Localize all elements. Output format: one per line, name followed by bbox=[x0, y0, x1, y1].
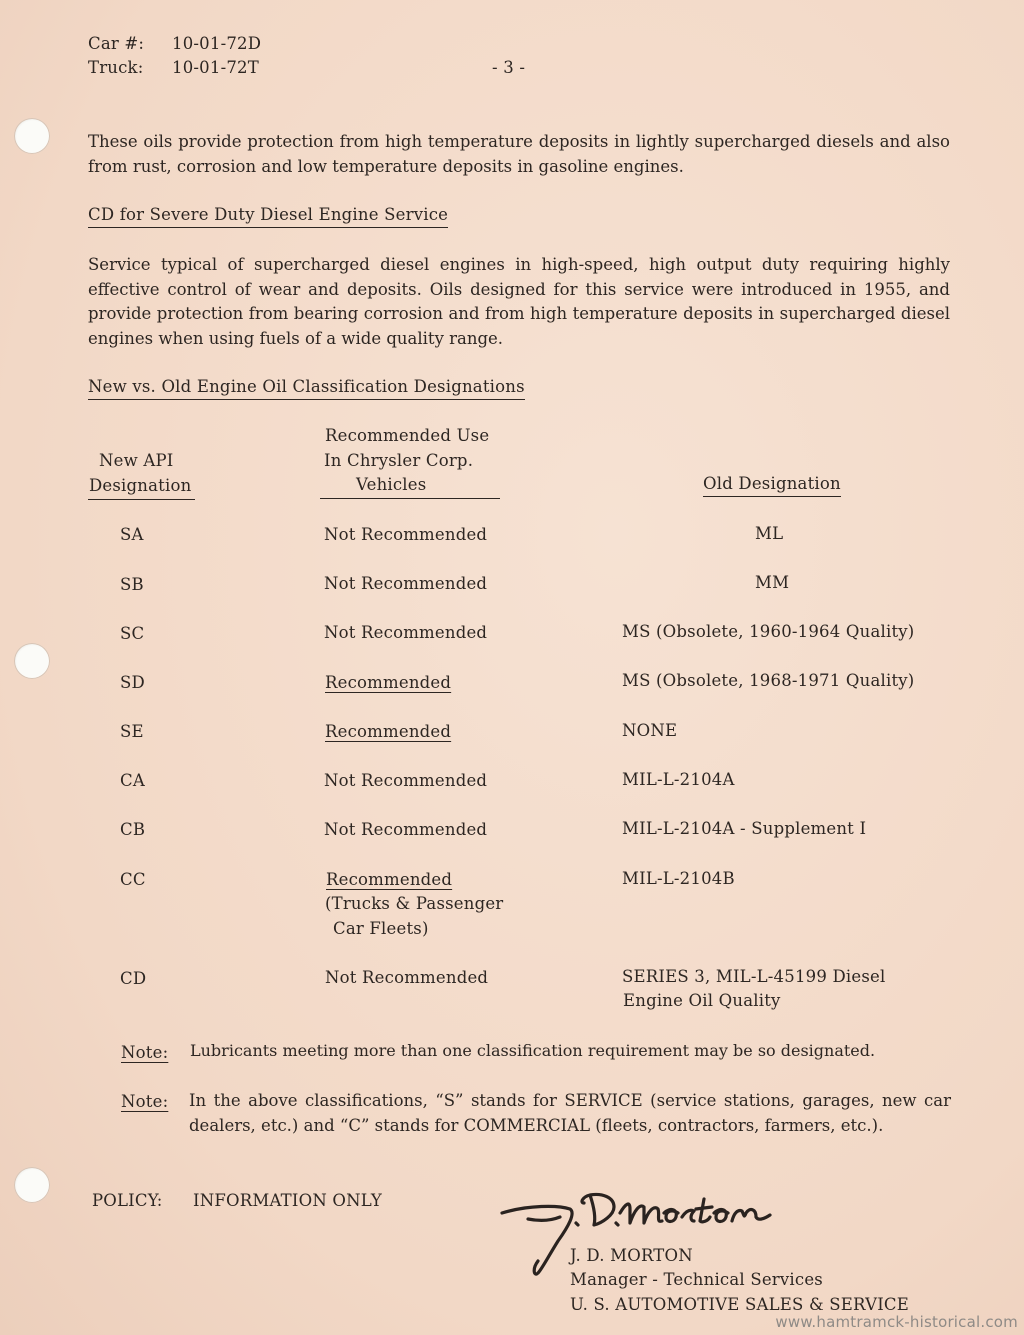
row-sd-use: Recommended bbox=[325, 673, 452, 692]
row-sb-api: SB bbox=[120, 575, 144, 594]
row-cd-use: Not Recommended bbox=[325, 968, 489, 987]
note-2-text: In the above classifications, “S” stands for SERVICE (service stations, garages, new car dealers, etc.) and “C” stands for COMMERCIAL (fleets, contractors, farmers, etc.). bbox=[189, 1091, 951, 1135]
truck-label: Truck: bbox=[88, 58, 144, 77]
note-1-label: Note: bbox=[121, 1043, 169, 1062]
punch-hole-middle bbox=[14, 643, 50, 679]
col1-header-line1: New API bbox=[99, 451, 174, 470]
row-cc-use-note-line2: Car Fleets) bbox=[333, 919, 429, 938]
col2-header-rule bbox=[320, 498, 500, 499]
car-number: 10-01-72D bbox=[172, 34, 262, 53]
row-sb-old: MM bbox=[755, 573, 790, 592]
car-label: Car #: bbox=[88, 34, 145, 53]
row-cd-old: SERIES 3, MIL-L-45199 Diesel bbox=[622, 967, 886, 986]
signer-name: J. D. MORTON bbox=[570, 1246, 693, 1265]
row-se-api: SE bbox=[120, 722, 144, 741]
row-cc-api: CC bbox=[120, 870, 146, 889]
cd-section-body: Service typical of supercharged diesel engines in high-speed, high output duty requiring highly effective control of wear and deposits. Oils designed for this service were introduced in 1955, and provide protection from bearing corrosion and from high temperature deposits in supercharged diesel engines when using fuels of a wide quality range. bbox=[88, 255, 950, 348]
col1-header-line2: Designation bbox=[89, 476, 192, 495]
row-cb-old: MIL-L-2104A - Supplement I bbox=[622, 819, 867, 838]
row-cc-old: MIL-L-2104B bbox=[622, 869, 735, 888]
row-cd-old-line2: Engine Oil Quality bbox=[623, 991, 781, 1010]
row-cc-use: Recommended bbox=[326, 870, 453, 889]
policy-value: INFORMATION ONLY bbox=[193, 1191, 382, 1210]
col2-header-line2: In Chrysler Corp. bbox=[324, 451, 474, 470]
row-sc-old: MS (Obsolete, 1960-1964 Quality) bbox=[622, 622, 915, 641]
row-cd-api: CD bbox=[120, 969, 147, 988]
row-sd-old: MS (Obsolete, 1968-1971 Quality) bbox=[622, 671, 915, 690]
truck-number: 10-01-72T bbox=[172, 58, 259, 77]
table-section-heading: New vs. Old Engine Oil Classification Designations bbox=[88, 377, 525, 400]
page-number: - 3 - bbox=[492, 58, 526, 77]
col2-header-line3: Vehicles bbox=[356, 475, 427, 494]
row-se-old: NONE bbox=[622, 721, 678, 740]
row-sa-old: ML bbox=[755, 524, 784, 543]
row-cc-use-note-line1: (Trucks & Passenger bbox=[325, 894, 504, 913]
handwritten-signature bbox=[498, 1183, 788, 1283]
row-ca-api: CA bbox=[120, 771, 145, 790]
site-watermark: www.hamtramck-historical.com bbox=[775, 1313, 1018, 1331]
punch-hole-bottom bbox=[14, 1167, 50, 1203]
col2-header-line1: Recommended Use bbox=[325, 426, 490, 445]
row-ca-old: MIL-L-2104A bbox=[622, 770, 735, 789]
row-sb-use: Not Recommended bbox=[324, 574, 488, 593]
note-2-label: Note: bbox=[121, 1092, 169, 1111]
col1-header-rule bbox=[88, 499, 195, 500]
signer-org: U. S. AUTOMOTIVE SALES & SERVICE bbox=[570, 1295, 909, 1314]
punch-hole-top bbox=[14, 118, 50, 154]
row-se-use: Recommended bbox=[325, 722, 452, 741]
signer-title: Manager - Technical Services bbox=[570, 1270, 823, 1289]
row-sc-use: Not Recommended bbox=[324, 623, 488, 642]
intro-paragraph: These oils provide protection from high temperature deposits in lightly supercharged diesels and also from rust, corrosion and low temperature deposits in gasoline engines. bbox=[88, 132, 950, 176]
row-cb-api: CB bbox=[120, 820, 146, 839]
row-sa-api: SA bbox=[120, 525, 144, 544]
col3-header: Old Designation bbox=[703, 474, 841, 497]
row-cb-use: Not Recommended bbox=[324, 820, 488, 839]
row-sa-use: Not Recommended bbox=[324, 525, 488, 544]
cd-section-heading: CD for Severe Duty Diesel Engine Service bbox=[88, 205, 448, 228]
note-1-text: Lubricants meeting more than one classification requirement may be so designated. bbox=[190, 1041, 876, 1060]
row-ca-use: Not Recommended bbox=[324, 771, 488, 790]
row-sc-api: SC bbox=[120, 624, 145, 643]
row-sd-api: SD bbox=[120, 673, 145, 692]
policy-label: POLICY: bbox=[92, 1191, 163, 1210]
